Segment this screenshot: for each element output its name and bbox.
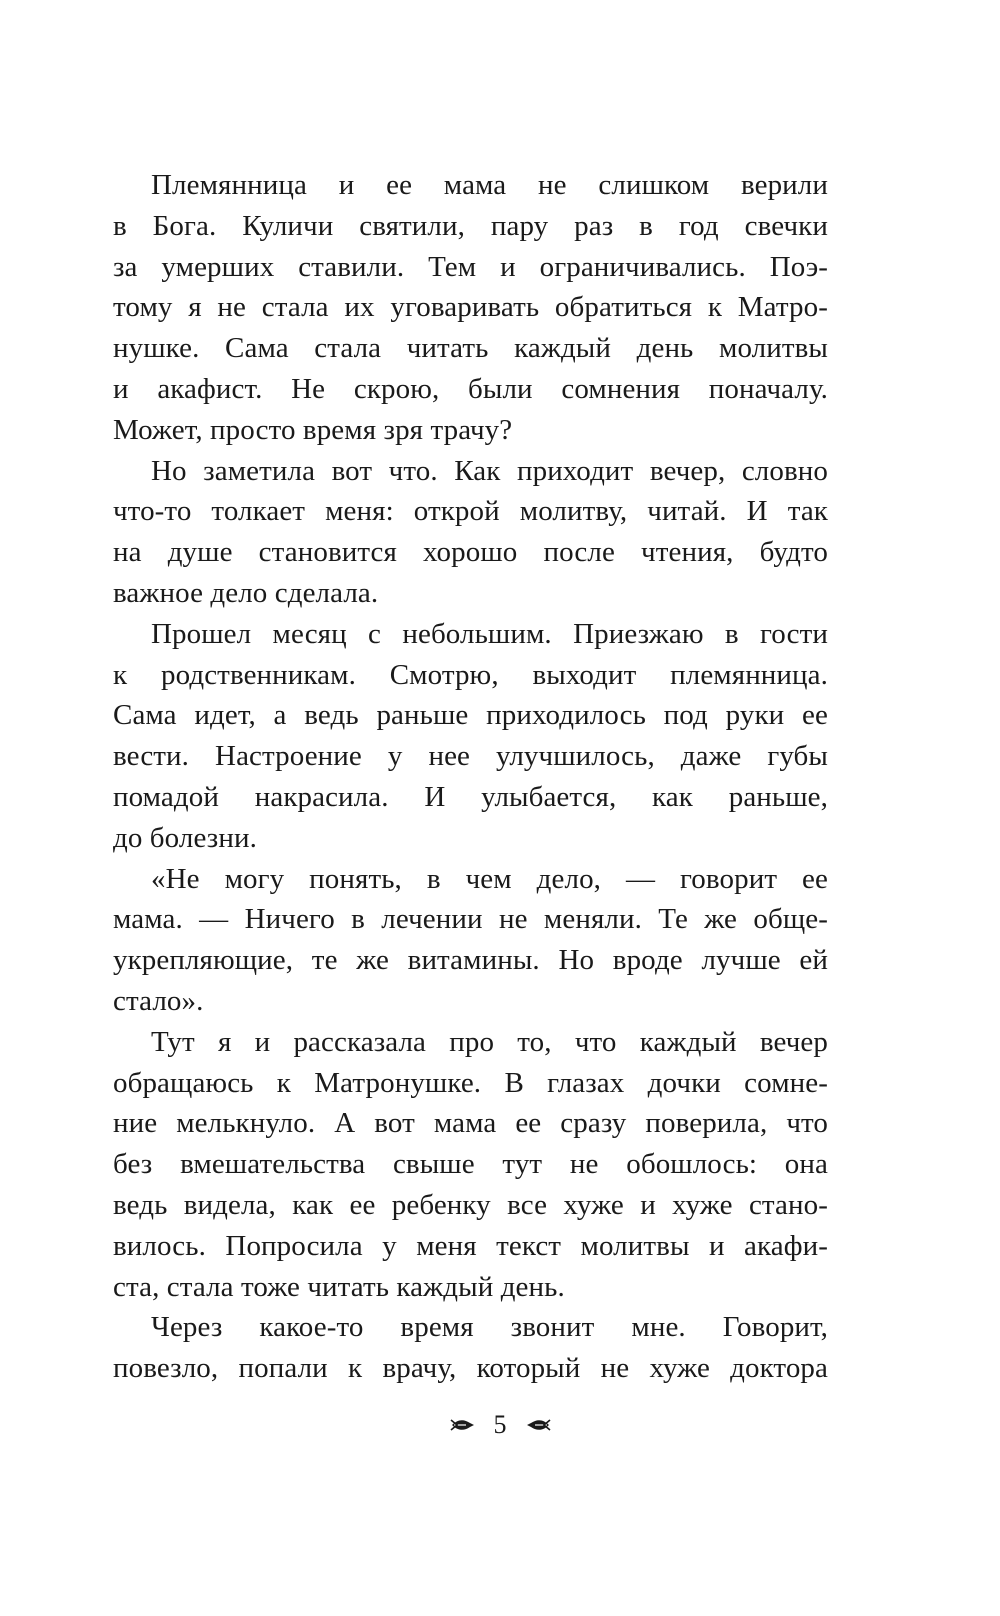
text-line: укрепляющие, те же витамины. Но вроде лучше ей (113, 944, 828, 977)
text-line: Тут я и рассказала про то, что каждый вечер (151, 1025, 828, 1058)
body-text (113, 165, 828, 1389)
text-line: что-то толкает меня: открой молитву, читай. И так (113, 495, 828, 528)
fleuron-right-icon (525, 1417, 551, 1433)
text-line: Сама идет, а ведь раньше приходилось под руки ее (113, 699, 828, 732)
text-line: на душе становится хорошо после чтения, будто (113, 536, 828, 569)
fleuron-left-icon (450, 1417, 476, 1433)
text-line: в Бога. Куличи святили, пару раз в год свечки (113, 209, 828, 242)
text-line: ние мелькнуло. А вот мама ее сразу поверила, что (113, 1107, 828, 1140)
text-line: Племянница и ее мама не слишком верили (151, 169, 828, 201)
text-line: ведь видела, как ее ребенку все хуже и хуже стано- (113, 1188, 828, 1221)
text-line: обращаюсь к Матронушке. В глазах дочки сомне- (113, 1066, 828, 1099)
text-line: помадой накрасила. И улыбается, как раньше, (113, 780, 828, 813)
page-number: 5 (493, 1410, 507, 1439)
page-footer (0, 1407, 1000, 1443)
text-line: нушке. Сама стала читать каждый день молитвы (113, 332, 828, 365)
text-line: Но заметила вот что. Как приходит вечер, словно (151, 454, 828, 487)
text-line: вилось. Попросила у меня текст молитвы и акафи- (113, 1229, 828, 1262)
text-line: стало». (113, 984, 204, 1017)
text-line: «Не могу понять, в чем дело, — говорит ее (151, 862, 828, 895)
text-line: Через какое-то время звонит мне. Говорит, (151, 1311, 828, 1344)
text-line: до болезни. (113, 821, 257, 854)
text-line: без вмешательства свыше тут не обошлось: она (113, 1148, 828, 1181)
text-line: ста, стала тоже читать каждый день. (113, 1270, 565, 1303)
text-line: вести. Настроение у нее улучшилось, даже губы (113, 740, 828, 773)
text-line: мама. — Ничего в лечении не меняли. Те же обще- (113, 903, 828, 936)
text-line: важное дело сделала. (113, 576, 379, 609)
text-line: за умерших ставили. Тем и ограничивались. Поэ- (113, 250, 828, 283)
text-line: к родственникам. Смотрю, выходит племянница. (113, 658, 828, 691)
text-line: тому я не стала их уговаривать обратиться к Матро- (113, 291, 828, 324)
text-line: Может, просто время зря трачу? (113, 413, 513, 446)
text-line: повезло, попали к врачу, который не хуже доктора (113, 1352, 828, 1385)
text-line: и акафист. Не скрою, были сомнения поначалу. (113, 372, 828, 405)
text-line: Прошел месяц с небольшим. Приезжаю в гости (151, 617, 828, 650)
